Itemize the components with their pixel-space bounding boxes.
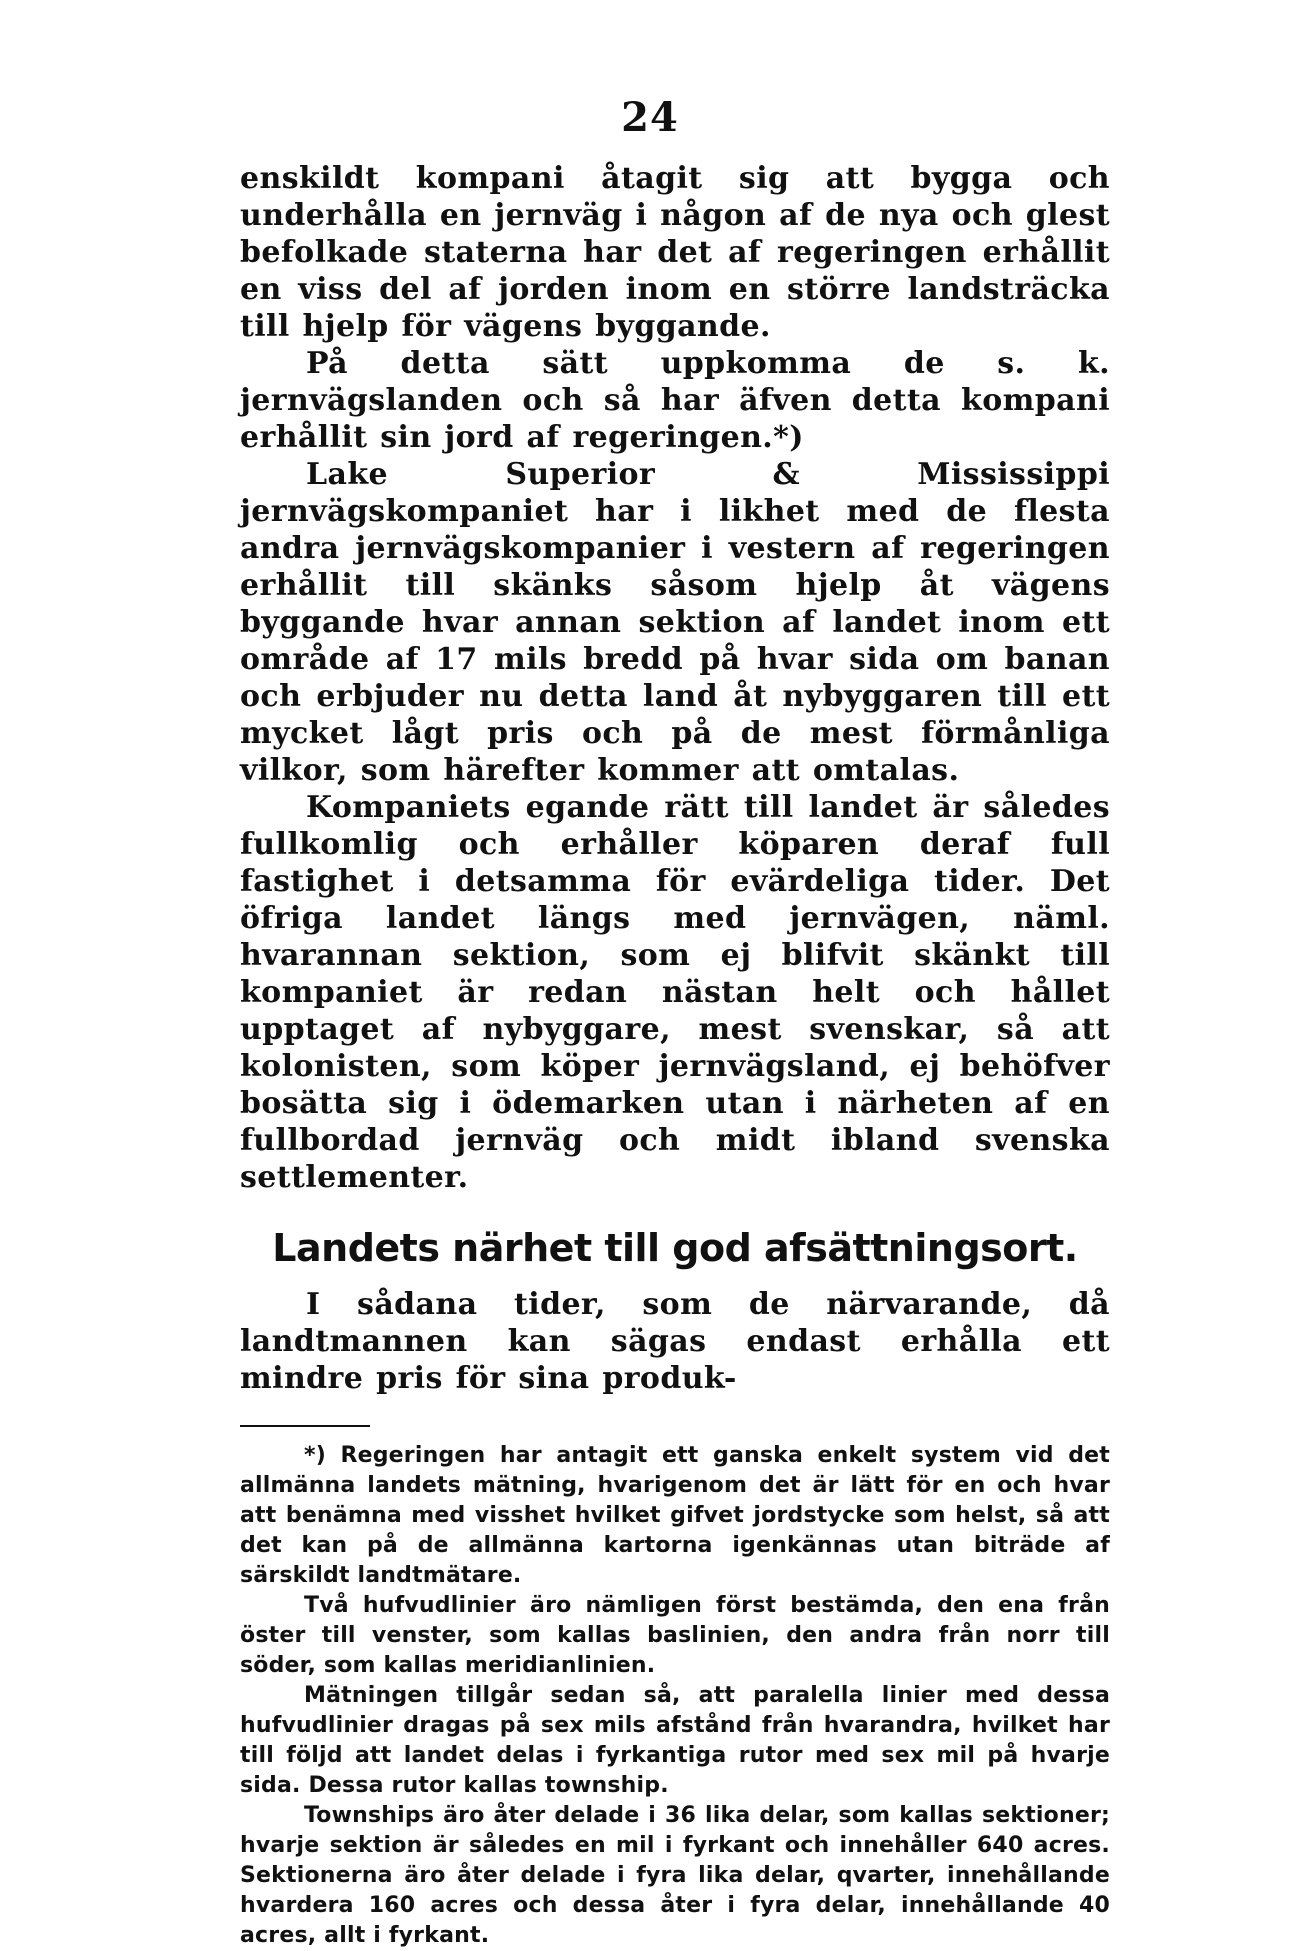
- footnote-paragraph-1: *) Regeringen har antagit ett ganska enkelt system vid det allmänna landets mätning, hvarigenom det är lätt för en och hvar att benämna med visshet hvilket gifvet jordstycke som helst, så att det kan på de allmänna kartorna igenkännas utan biträde af särskildt landtmätare.: [240, 1443, 1110, 1588]
- body-paragraph-1: enskildt kompani åtagit sig att bygga och underhålla en jernväg i någon af de nya och glest befolkade staterna har det af regeringen erhållit en viss del af jorden inom en större landsträcka till hjelp för vägens byggande.: [240, 161, 1110, 344]
- section-heading: Landets närhet till god afsättningsort.: [272, 1226, 1078, 1270]
- body-paragraph-4: Kompaniets egande rätt till landet är således fullkomlig och erhåller köparen deraf full fastighet i detsamma för evärdeliga tider. Det öfriga landet längs med jernvägen, näml. hvarannan sektion, som ej blifvit skänkt till kompaniet är redan nästan helt och hållet upptaget af nybyggare, mest svenskar, så att kolonisten, som köper jernvägsland, ej behöfver bosätta sig i ödemarken utan i närheten af en fullbordad jernväg och midt ibland svenska settlementer.: [240, 790, 1110, 1195]
- footnote-paragraph-4: Townships äro åter delade i 36 lika delar, som kallas sektioner; hvarje sektion är således en mil i fyrkant och innehåller 640 acres. Sektionerna äro åter delade i fyra lika delar, qvarter, innehållande hvardera 160 acres och dessa åter i fyra delar, innehållande 40 acres, allt i fyrkant.: [240, 1803, 1110, 1948]
- body-paragraph-after-heading: I sådana tider, som de närvarande, då landtmannen kan sägas endast erhålla ett mindre pris för sina produk-: [240, 1287, 1110, 1396]
- page-body: [240, 160, 1110, 1951]
- body-paragraph-2: På detta sätt uppkomma de s. k. jernvägslanden och så har äfven detta kompani erhållit sin jord af regeringen.*): [240, 346, 1110, 455]
- footnote: [240, 1441, 1110, 1951]
- footnote-rule: [240, 1425, 370, 1427]
- footnote-paragraph-3: Mätningen tillgår sedan så, att paralella linier med dessa hufvudlinier dragas på sex mils afstånd från hvarandra, hvilket har till följd att landet delas i fyrkantiga rutor med sex mil på hvarje sida. Dessa rutor kallas township.: [240, 1683, 1110, 1798]
- page-number: 24: [621, 94, 679, 141]
- footnote-paragraph-2: Två hufvudlinier äro nämligen först bestämda, den ena från öster till venster, som kallas baslinien, den andra från norr till söder, som kallas meridianlinien.: [240, 1593, 1110, 1678]
- body-paragraph-3: Lake Superior & Mississippi jernvägskompaniet har i likhet med de flesta andra jernvägskompanier i vestern af regeringen erhållit till skänks såsom hjelp åt vägens byggande hvar annan sektion af landet inom ett område af 17 mils bredd på hvar sida om banan och erbjuder nu detta land åt nybyggaren till ett mycket lågt pris och på de mest förmånliga vilkor, som härefter kommer att omtalas.: [240, 457, 1110, 788]
